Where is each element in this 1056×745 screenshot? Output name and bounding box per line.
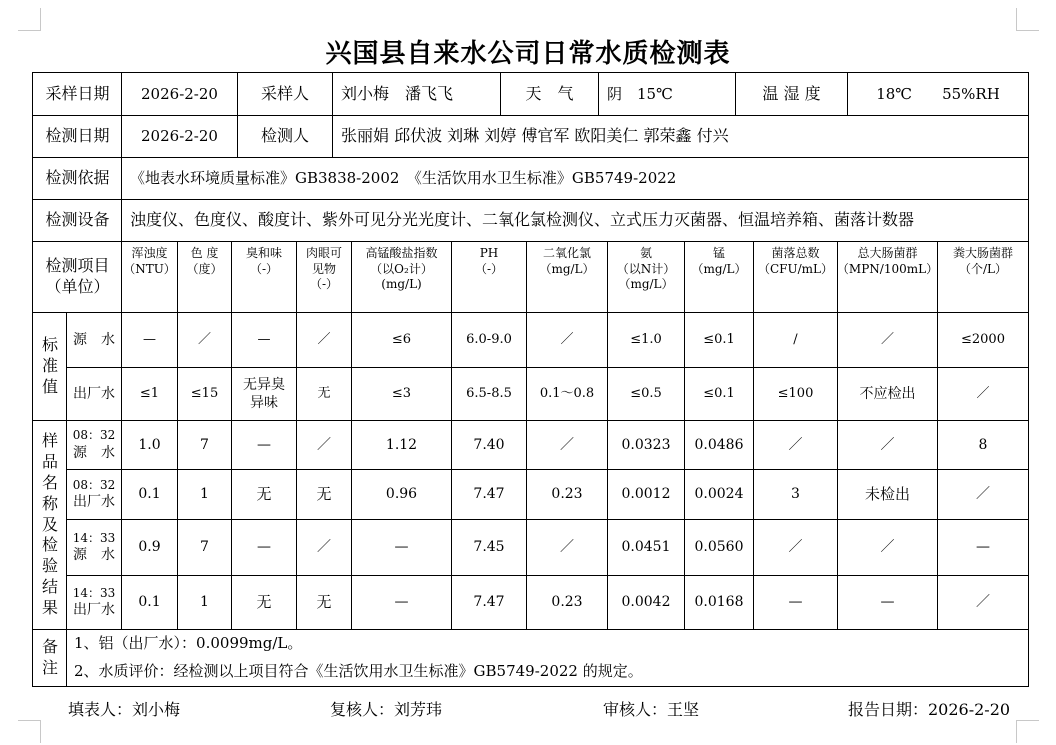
sample-time-type xyxy=(67,421,121,469)
sample-value: 0.0451 xyxy=(621,539,671,556)
column-header-4-line: 高锰酸盐指数 xyxy=(365,246,438,260)
sample-label-line: 品 xyxy=(41,452,58,472)
sample-value: — xyxy=(257,436,271,453)
column-header-9-line: 菌落总数 xyxy=(771,246,820,260)
sample-value: — xyxy=(976,539,990,556)
standard-value: ／ xyxy=(317,331,331,347)
standard-value xyxy=(232,368,296,420)
sample-value: 0.0168 xyxy=(694,594,744,611)
grid-line xyxy=(33,686,1029,687)
sample-value: 0.1 xyxy=(138,486,161,503)
reviewer-signature: 复核人：刘芳玮 xyxy=(330,700,443,719)
column-header-11 xyxy=(938,242,1028,312)
equipment-value: 浊度仪、色度仪、酸度计、紫外可见分光光度计、二氧化氯检测仪、立式压力灭菌器、恒温培养箱、菌落计数器 xyxy=(130,210,915,230)
sample-value: ／ xyxy=(788,436,803,453)
sample-label-line: 名 xyxy=(41,473,58,492)
column-header-6-line: 二氧化氯 xyxy=(542,246,591,260)
tester-value: 张丽娟 邱伏波 刘琳 刘婷 傅官军 欧阳美仁 郭荣鑫 付兴 xyxy=(341,126,729,146)
sample-value: — xyxy=(394,539,409,556)
column-header-5 xyxy=(452,242,526,312)
sample-time: 14：33 xyxy=(72,585,116,600)
sample-label-line: 结 xyxy=(41,576,58,596)
sample-value: 3 xyxy=(791,486,800,503)
standard-value: ／ xyxy=(560,331,574,347)
column-header-1-line: （度） xyxy=(186,261,223,276)
sample-value: 0.1 xyxy=(138,594,161,611)
water-quality-table xyxy=(32,72,1029,687)
sample-value: 8 xyxy=(978,436,988,453)
standard-value: ≤0.1 xyxy=(703,331,735,347)
basis-value: 《地表水环境质量标准》GB3838-2002 《生活饮用水卫生标准》GB5749-2022 xyxy=(130,168,677,187)
sample-value: 1 xyxy=(200,594,209,611)
item-header-line: 检测项目 xyxy=(45,256,110,276)
standard-value-line: 异味 xyxy=(250,395,278,411)
document-title: 兴国县自来水公司日常水质检测表 xyxy=(325,39,731,69)
sample-value: ／ xyxy=(880,436,895,453)
sampler-value: 刘小梅 潘飞飞 xyxy=(341,84,454,104)
remarks-body xyxy=(67,630,1028,686)
sample-time-type xyxy=(67,470,121,519)
sample-value: 未检出 xyxy=(864,484,910,503)
sample-time-type xyxy=(67,576,121,629)
crop-mark-bottom-left xyxy=(18,720,41,743)
standard-value: 6.0-9.0 xyxy=(466,331,512,347)
sample-value: 1.0 xyxy=(138,436,161,453)
auditor-signature: 审核人：王坚 xyxy=(603,700,700,719)
sample-value: 0.0012 xyxy=(621,486,671,503)
column-header-0-line: 浑浊度 xyxy=(131,246,168,260)
sample-value: ／ xyxy=(976,594,990,611)
sampler-label: 采样人 xyxy=(260,84,309,104)
sample-value: ／ xyxy=(880,539,895,556)
sample-value: 无 xyxy=(316,592,332,611)
standard-value: 不应检出 xyxy=(859,385,916,402)
crop-mark-top-left xyxy=(18,8,41,31)
sample-value: — xyxy=(788,594,803,611)
column-header-10-line: （MPN/100mL） xyxy=(836,261,939,276)
column-header-4 xyxy=(352,242,451,312)
sample-value: 0.9 xyxy=(138,539,161,556)
sample-value: 0.23 xyxy=(551,594,583,611)
sample-value: ／ xyxy=(560,436,574,453)
column-header-4-line: (mg/L) xyxy=(381,277,422,292)
sample-value: 无 xyxy=(256,592,272,611)
standard-value: ≤3 xyxy=(391,385,412,401)
sample-value: ／ xyxy=(317,436,331,453)
sample-label-line: 称 xyxy=(41,493,58,513)
sample-type: 出厂水 xyxy=(73,494,115,511)
remark-line: 1、铝（出厂水）：0.0099mg/L。 xyxy=(74,634,303,653)
column-header-1 xyxy=(178,242,231,312)
sample-time: 08：32 xyxy=(72,477,116,492)
standard-value: ≤0.1 xyxy=(703,385,735,401)
sample-value: 7.45 xyxy=(473,539,505,556)
sample-value: 7 xyxy=(200,436,209,453)
sample-value: 0.96 xyxy=(385,486,418,503)
standard-label-line: 标 xyxy=(41,335,58,355)
sample-label xyxy=(34,421,66,629)
standard-value: / xyxy=(793,331,798,347)
sample-value: 0.0486 xyxy=(694,436,744,453)
column-header-9 xyxy=(754,242,837,312)
sample-type: 源 水 xyxy=(73,547,115,564)
sample-value: 0.0042 xyxy=(621,594,671,611)
column-header-4-line: （以O₂计） xyxy=(370,261,433,276)
column-header-2-line: 臭和味 xyxy=(245,246,282,260)
weather-value: 阴 15℃ xyxy=(607,84,673,103)
standard-value: ≤6 xyxy=(391,331,412,347)
sample-value: ／ xyxy=(976,486,990,503)
sample-label-line: 及 xyxy=(41,514,58,534)
sample-value: 0.0560 xyxy=(694,539,744,556)
sample-type: 源 水 xyxy=(73,444,115,461)
column-header-7-line: （mg/L） xyxy=(618,277,674,292)
column-header-3-line: 肉眼可 xyxy=(305,246,342,260)
sample-value: 0.0024 xyxy=(694,486,744,503)
sample-time: 14：33 xyxy=(72,530,116,545)
standard-value: ／ xyxy=(976,385,990,401)
column-header-5-line: （-） xyxy=(474,261,504,276)
report-date: 报告日期：2026-2-20 xyxy=(848,700,1011,719)
column-header-8-line: 锰 xyxy=(712,246,725,260)
standard-value: — xyxy=(143,331,156,347)
basis-label: 检测依据 xyxy=(45,168,110,188)
column-header-3 xyxy=(297,242,351,312)
standard-value: 6.5-8.5 xyxy=(466,385,512,401)
standard-value: ≤100 xyxy=(777,385,814,401)
test-date-value: 2026-2-20 xyxy=(141,126,218,145)
column-header-6 xyxy=(527,242,607,312)
column-header-10-line: 总大肠菌群 xyxy=(857,246,918,260)
standard-value-line: 无异臭 xyxy=(243,376,285,393)
sample-value: 0.23 xyxy=(551,486,583,503)
sample-value: 7 xyxy=(200,539,209,556)
column-header-2-line: （-） xyxy=(249,261,279,276)
temp-humidity-value: 18℃ 55%RH xyxy=(876,84,1000,103)
column-header-7-line: （以N计） xyxy=(616,261,676,276)
filler-signature: 填表人：刘小梅 xyxy=(68,700,181,719)
sample-label-line: 检 xyxy=(41,535,58,555)
crop-mark-top-right xyxy=(1016,8,1039,31)
remarks-label xyxy=(34,630,66,686)
remarks-label-line: 备 xyxy=(41,637,58,657)
standard-label-line: 值 xyxy=(41,376,58,396)
sample-value: 7.40 xyxy=(473,436,505,453)
sample-value: 0.0323 xyxy=(621,436,671,453)
sample-value: 无 xyxy=(316,484,332,503)
sample-value: 1.12 xyxy=(385,436,418,453)
column-header-7-line: 氨 xyxy=(639,246,652,260)
sample-value: — xyxy=(257,539,271,556)
standard-value: — xyxy=(257,331,271,347)
column-header-11-line: 粪大肠菌群 xyxy=(952,246,1013,260)
sample-time-type xyxy=(67,520,121,575)
sample-value: ／ xyxy=(788,539,803,556)
standard-label xyxy=(34,313,66,420)
item-header-line: （单位） xyxy=(45,277,110,296)
equipment-label: 检测设备 xyxy=(45,210,110,230)
sample-type: 出厂水 xyxy=(73,602,115,619)
remarks-label-line: 注 xyxy=(41,658,58,677)
column-header-10 xyxy=(838,242,937,312)
remark-line: 2、水质评价：经检测以上项目符合《生活饮用水卫生标准》GB5749-2022 的规定。 xyxy=(74,662,643,681)
standard-label-line: 准 xyxy=(41,356,58,376)
sample-value: — xyxy=(394,594,409,611)
sample-value: 无 xyxy=(256,484,272,503)
sample-time: 08：32 xyxy=(72,428,116,443)
column-header-6-line: （mg/L） xyxy=(539,261,595,276)
sample-value: ／ xyxy=(560,539,574,556)
column-header-0 xyxy=(122,242,177,312)
sample-value: 1 xyxy=(200,486,209,503)
standard-value: 无 xyxy=(317,385,331,401)
test-date-label: 检测日期 xyxy=(45,126,110,146)
item-header xyxy=(34,242,121,312)
column-header-7 xyxy=(608,242,684,312)
column-header-1-line: 色 度 xyxy=(190,246,219,260)
column-header-3-line: （-） xyxy=(309,277,339,292)
standard-row-label: 出厂水 xyxy=(73,385,115,402)
sample-value: ／ xyxy=(317,539,331,556)
standard-value: ≤1 xyxy=(139,385,160,401)
column-header-3-line: 见物 xyxy=(311,261,336,276)
standard-value: ≤2000 xyxy=(961,331,1005,347)
weather-label: 天 气 xyxy=(525,84,574,104)
sample-value: 7.47 xyxy=(473,594,505,611)
standard-value: ≤15 xyxy=(190,385,219,401)
tester-label: 检测人 xyxy=(260,126,309,146)
grid-line xyxy=(1028,241,1029,630)
column-header-0-line: （NTU） xyxy=(123,261,176,276)
standard-row-label: 源 水 xyxy=(73,331,115,348)
temp-humidity-label: 温 湿 度 xyxy=(762,84,821,104)
standard-value: ／ xyxy=(880,331,894,347)
column-header-11-line: （个/L） xyxy=(958,261,1007,276)
standard-value: ≤0.5 xyxy=(630,385,662,401)
sampling-date-label: 采样日期 xyxy=(45,84,110,104)
sample-value: 7.47 xyxy=(473,486,505,503)
column-header-5-line: PH xyxy=(479,246,499,260)
standard-value: 0.1～0.8 xyxy=(539,385,595,401)
sample-value: — xyxy=(880,594,895,611)
sampling-date-value: 2026-2-20 xyxy=(141,84,218,103)
standard-value: ／ xyxy=(197,331,211,347)
crop-mark-bottom-right xyxy=(1016,720,1039,743)
column-header-9-line: （CFU/mL） xyxy=(757,261,833,276)
column-header-2 xyxy=(232,242,296,312)
column-header-8-line: （mg/L） xyxy=(691,261,747,276)
standard-value: ≤1.0 xyxy=(630,331,662,347)
sample-label-line: 样 xyxy=(41,431,58,451)
column-header-8 xyxy=(685,242,753,312)
sample-label-line: 果 xyxy=(41,597,58,617)
sample-label-line: 验 xyxy=(41,556,58,576)
